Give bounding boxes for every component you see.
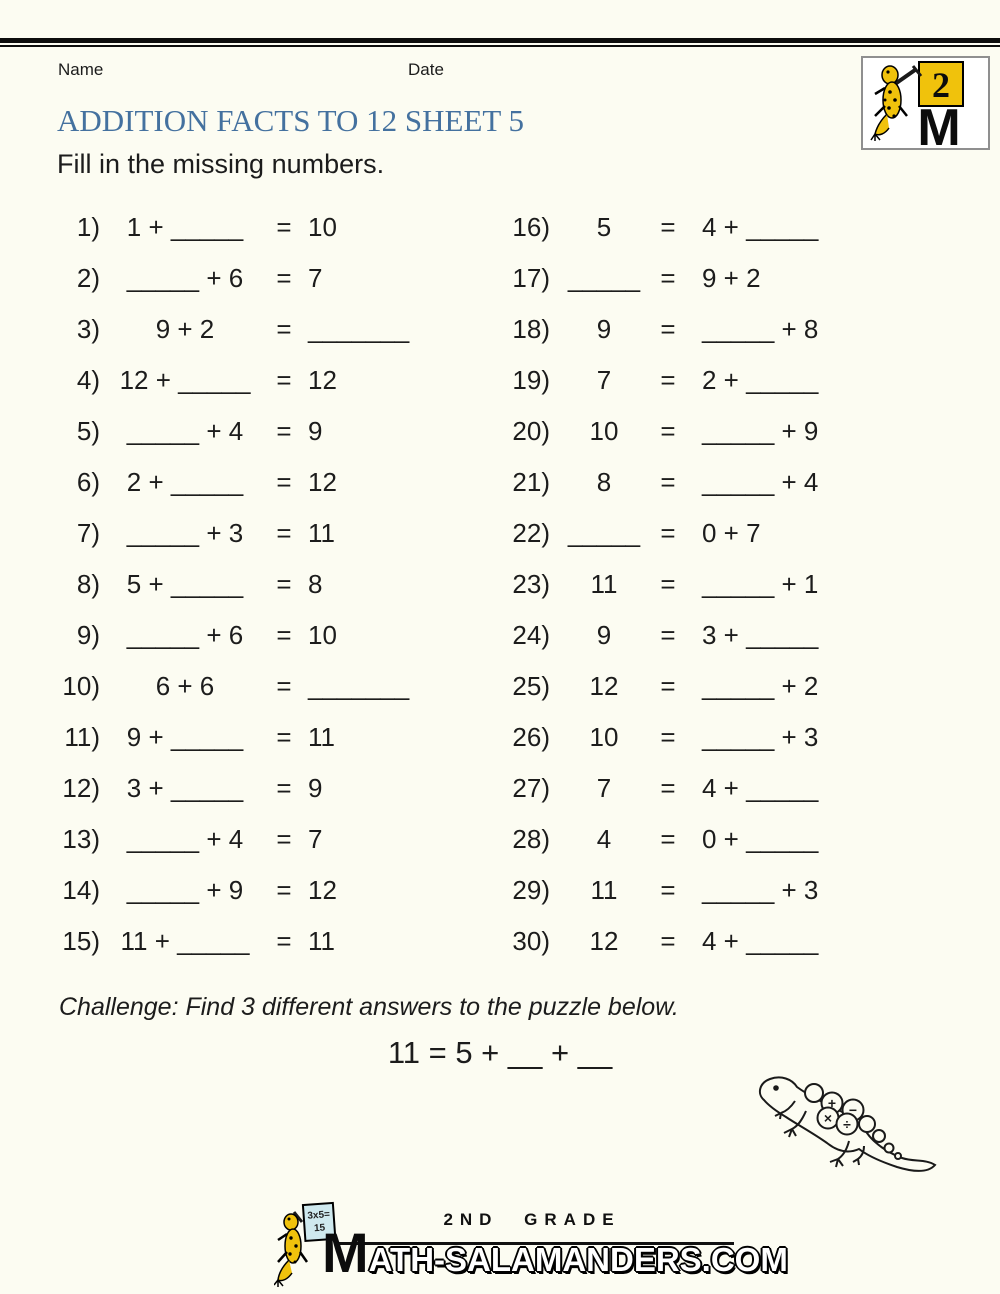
equals-sign: = [660, 926, 676, 956]
top-rule [0, 38, 1000, 47]
problem-lhs: 7 [596, 365, 612, 395]
problem-row [54, 763, 484, 814]
problem-number: 24) [512, 620, 550, 650]
gecko-tail-circle-3 [895, 1153, 901, 1159]
problem-lhs: _____ + 4 [126, 824, 244, 854]
gecko-drawing [748, 1056, 953, 1196]
problem-number: 30) [512, 926, 550, 956]
equals-sign: = [660, 620, 676, 650]
problem-number: 21) [512, 467, 550, 497]
problem-row [54, 406, 484, 457]
problem-lhs: _____ [567, 518, 641, 548]
equals-sign: = [660, 212, 676, 242]
site-wordmark-initial: M [322, 1221, 369, 1284]
problem-rhs: _____ + 8 [702, 314, 819, 344]
problem-rhs: 12 [308, 875, 337, 905]
problem-row [54, 202, 484, 253]
problem-rhs: 7 [308, 263, 323, 293]
problem-lhs: 4 [596, 824, 612, 854]
problem-rhs: 11 [308, 722, 335, 752]
problems-column-right [512, 202, 962, 967]
problem-number: 11) [64, 722, 100, 752]
problem-row [54, 508, 484, 559]
problem-lhs: 8 [596, 467, 612, 497]
problem-lhs: 11 + _____ [120, 926, 250, 956]
footer-grade-text: 2ND GRADE [443, 1210, 621, 1229]
problem-number: 28) [512, 824, 550, 854]
problem-lhs: 9 + _____ [126, 722, 244, 752]
problem-lhs: 12 + _____ [119, 365, 251, 395]
problem-lhs: 6 + 6 [155, 671, 215, 701]
gecko-tail-circle-1 [873, 1130, 885, 1142]
footer-logo [262, 1194, 788, 1292]
problem-number: 18) [512, 314, 550, 344]
problem-rhs: 2 + _____ [702, 365, 819, 395]
problem-rhs: 4 + _____ [702, 773, 819, 803]
equals-sign: = [276, 263, 292, 293]
equals-sign: = [660, 722, 676, 752]
equals-sign: = [276, 212, 292, 242]
problem-number: 12) [62, 773, 100, 803]
problem-row [54, 457, 484, 508]
problem-row [512, 508, 962, 559]
problem-lhs: 11 [590, 569, 618, 599]
grade-badge [861, 56, 990, 150]
problem-row [512, 253, 962, 304]
equals-sign: = [660, 773, 676, 803]
problem-number: 1) [76, 212, 100, 242]
problem-number: 23) [512, 569, 550, 599]
equals-sign: = [660, 314, 676, 344]
problem-row [512, 661, 962, 712]
problem-lhs: 11 [590, 875, 618, 905]
problem-row [512, 712, 962, 763]
problem-row [512, 559, 962, 610]
gecko-illustration [748, 1056, 953, 1201]
problem-lhs: _____ [567, 263, 641, 293]
problem-rhs: 9 [308, 416, 323, 446]
problem-rhs: _____ + 4 [702, 467, 819, 497]
problem-number: 15) [62, 926, 100, 956]
problem-rhs: 11 [308, 926, 335, 956]
problem-number: 6) [76, 467, 100, 497]
problem-rhs: 7 [308, 824, 323, 854]
problem-row [512, 763, 962, 814]
problem-number: 13) [62, 824, 100, 854]
equals-sign: = [660, 875, 676, 905]
problem-row [54, 559, 484, 610]
problem-rhs: 9 + 2 [702, 263, 761, 293]
problem-lhs: 10 [589, 722, 619, 752]
equals-sign: = [660, 416, 676, 446]
problem-lhs: 9 + 2 [155, 314, 215, 344]
gecko-shoulder-circle [805, 1084, 823, 1102]
gecko-tail-circle-2 [885, 1144, 894, 1153]
problem-row [512, 865, 962, 916]
name-label: Name [58, 60, 104, 79]
problem-row [512, 406, 962, 457]
problem-number: 16) [512, 212, 550, 242]
problem-number: 25) [512, 671, 550, 701]
top-rule-thin [0, 45, 1000, 47]
problem-rhs: _____ + 3 [702, 875, 819, 905]
problem-number: 27) [512, 773, 550, 803]
problem-lhs: 5 + _____ [126, 569, 244, 599]
equals-sign: = [660, 569, 676, 599]
page-title: ADDITION FACTS TO 12 SHEET 5 [57, 103, 525, 138]
problem-rhs: 4 + _____ [702, 212, 819, 242]
divide-glyph: ÷ [843, 1116, 851, 1132]
equals-sign: = [276, 926, 292, 956]
problem-rhs: 9 [308, 773, 323, 803]
problem-number: 26) [512, 722, 550, 752]
equals-sign: = [660, 671, 676, 701]
problem-rhs: 3 + _____ [702, 620, 819, 650]
problems-column-left [54, 202, 484, 967]
problem-lhs: 9 [596, 620, 612, 650]
problem-number: 14) [62, 875, 100, 905]
problem-rhs: 10 [308, 212, 337, 242]
problem-rhs: 12 [308, 365, 337, 395]
site-wordmark-rest: ATH-SALAMANDERS.COM [368, 1241, 788, 1278]
equals-sign: = [276, 314, 292, 344]
problem-rhs: _____ + 9 [702, 416, 819, 446]
problem-number: 29) [512, 875, 550, 905]
equals-sign: = [660, 518, 676, 548]
problem-lhs: 10 [589, 416, 619, 446]
problem-lhs: 12 [589, 671, 619, 701]
problem-row [54, 610, 484, 661]
gecko-eye [773, 1085, 779, 1091]
challenge-text: Challenge: Find 3 different answers to the puzzle below. [59, 993, 679, 1021]
monogram-m: M [917, 99, 961, 148]
equals-sign: = [276, 569, 292, 599]
equals-sign: = [660, 263, 676, 293]
problem-row [512, 610, 962, 661]
problem-rhs: _____ + 3 [702, 722, 819, 752]
problem-row [512, 202, 962, 253]
problem-row [54, 712, 484, 763]
site-wordmark [322, 1221, 788, 1284]
problem-number: 10) [62, 671, 100, 701]
problem-number: 9) [76, 620, 100, 650]
problem-row [54, 916, 484, 967]
problem-lhs: _____ + 3 [126, 518, 244, 548]
problem-row [512, 916, 962, 967]
problem-rhs: 0 + _____ [702, 824, 819, 854]
equals-sign: = [276, 875, 292, 905]
problem-number: 4) [76, 365, 100, 395]
problem-number: 7) [76, 518, 100, 548]
equals-sign: = [276, 518, 292, 548]
problem-lhs: 9 [596, 314, 612, 344]
problem-lhs: _____ + 4 [126, 416, 244, 446]
grade-badge-illustration [863, 58, 988, 148]
problem-rhs: _______ [308, 314, 410, 344]
problem-rhs: 0 + 7 [702, 518, 761, 548]
problem-rhs: 10 [308, 620, 337, 650]
problem-row [512, 457, 962, 508]
problem-number: 17) [512, 263, 550, 293]
problem-row [512, 304, 962, 355]
top-rule-thick [0, 38, 1000, 43]
problem-number: 5) [76, 416, 100, 446]
problem-rhs: 8 [308, 569, 323, 599]
equals-sign: = [660, 467, 676, 497]
plus-glyph: + [827, 1095, 837, 1111]
problem-rhs: 11 [308, 518, 335, 548]
problem-row [54, 355, 484, 406]
problem-row [54, 253, 484, 304]
sign-line-1: 3x5= [307, 1209, 331, 1222]
equals-sign: = [660, 365, 676, 395]
equals-sign: = [276, 773, 292, 803]
problem-lhs: _____ + 6 [126, 263, 244, 293]
problem-lhs: _____ + 9 [126, 875, 244, 905]
problem-number: 3) [76, 314, 100, 344]
problem-rhs: 12 [308, 467, 337, 497]
problem-number: 2) [76, 263, 100, 293]
problem-row [54, 304, 484, 355]
equals-sign: = [276, 722, 292, 752]
minus-glyph: − [848, 1102, 858, 1118]
problem-lhs: 1 + _____ [126, 212, 244, 242]
problem-row [512, 814, 962, 865]
equals-sign: = [660, 824, 676, 854]
problem-lhs: _____ + 6 [126, 620, 244, 650]
salamander-icon [871, 66, 921, 141]
equals-sign: = [276, 365, 292, 395]
instruction-text: Fill in the missing numbers. [57, 149, 385, 179]
equals-sign: = [276, 467, 292, 497]
grade-number: 2 [932, 65, 950, 105]
problem-number: 8) [76, 569, 100, 599]
equals-sign: = [276, 620, 292, 650]
problem-row [54, 814, 484, 865]
problem-number: 20) [512, 416, 550, 446]
sign-line-2: 15 [313, 1222, 326, 1235]
gecko-hip-circle [859, 1116, 875, 1132]
problem-lhs: 5 [596, 212, 612, 242]
problem-lhs: 12 [589, 926, 619, 956]
challenge-puzzle: 11 = 5 + __ + __ [387, 1035, 613, 1070]
equals-sign: = [276, 824, 292, 854]
problem-rhs: _____ + 2 [702, 671, 819, 701]
problem-rhs: 4 + _____ [702, 926, 819, 956]
multiply-glyph: × [823, 1110, 833, 1126]
problem-number: 22) [512, 518, 550, 548]
date-label: Date [408, 60, 444, 79]
problem-rhs: _______ [308, 671, 410, 701]
problem-row [512, 355, 962, 406]
problem-number: 19) [512, 365, 550, 395]
problem-row [54, 865, 484, 916]
problem-rhs: _____ + 1 [702, 569, 819, 599]
problem-lhs: 3 + _____ [126, 773, 244, 803]
equals-sign: = [276, 416, 292, 446]
problem-lhs: 2 + _____ [126, 467, 244, 497]
problem-lhs: 7 [596, 773, 612, 803]
equals-sign: = [276, 671, 292, 701]
problem-row [54, 661, 484, 712]
